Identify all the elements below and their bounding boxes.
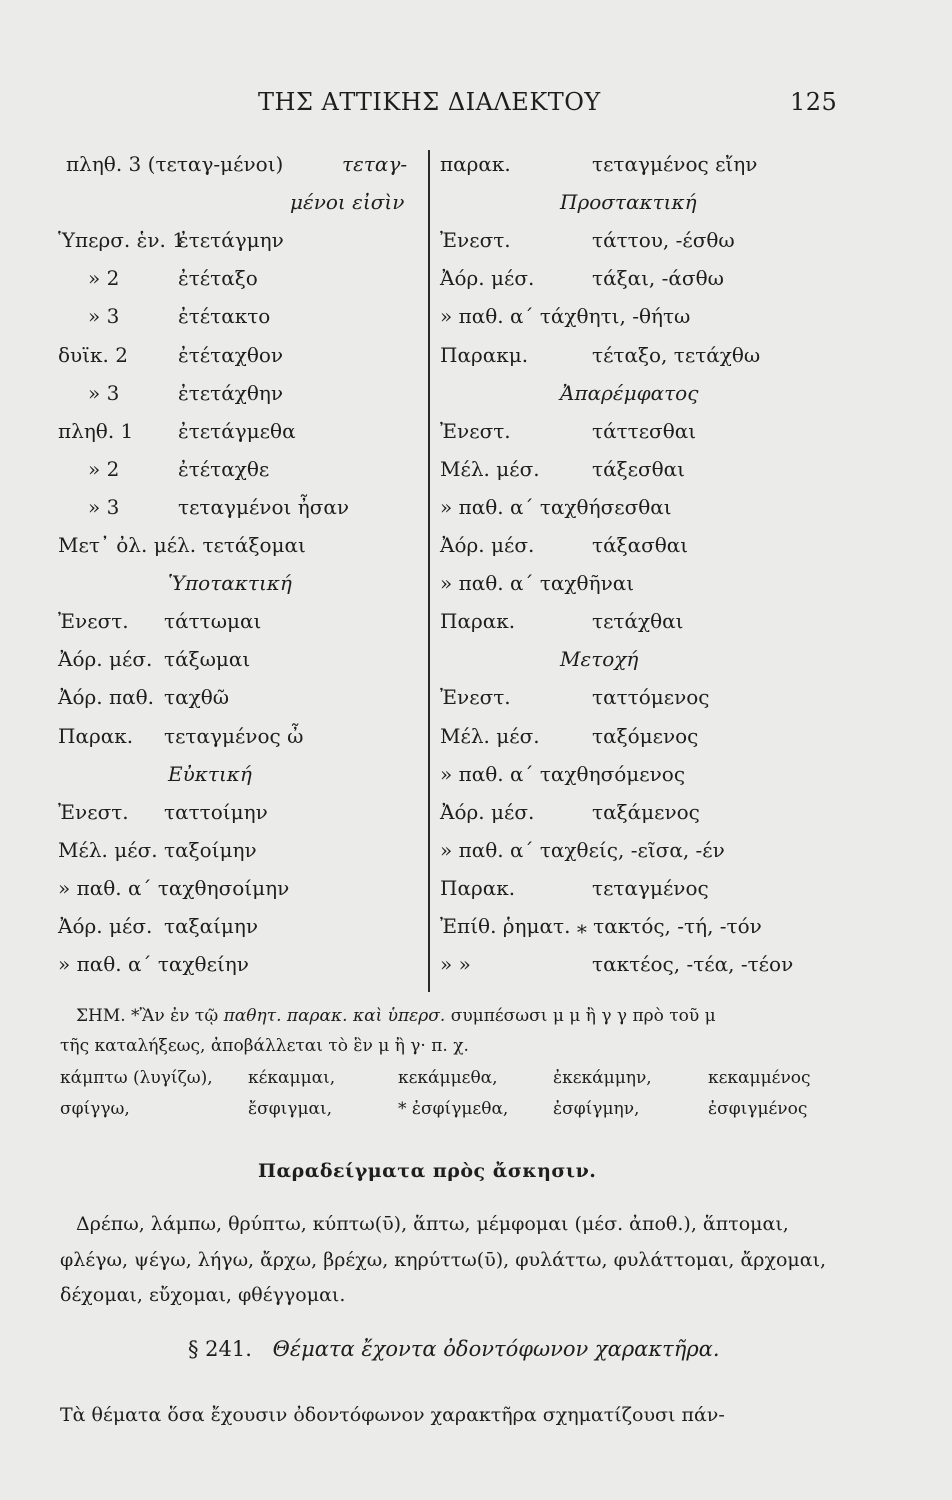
note-line-1 [76,1006,716,1026]
section-number: § 241. [188,1337,252,1361]
verb-form: τάττεσθαι [592,418,697,443]
paradigm-row [0,418,697,453]
form-label: Ἐπίθ. ῥηματ. ⁎ τακτός, -τή, -τόν [440,914,762,938]
section-title: Θέματα ἔχοντα ὀδοντόφωνον χαρακτῆρα. [272,1337,720,1361]
verb-form: τάξωμαι [164,647,251,672]
example-word: ἐσφίγμην, [553,1099,640,1119]
verb-form: τετάχθαι [592,609,684,634]
verb-form: ταξοίμην [164,837,257,862]
verb-form: ἐτετάγμην [178,228,284,253]
paradigm-row [0,914,762,948]
example-word: κεκάμμεθα, [398,1068,498,1088]
paradigm-row [0,799,700,834]
note-italic: παθητ. παρακ. καὶ ὑπερσ. [223,1006,446,1026]
form-label: Ἀόρ. παθ. [58,685,155,710]
verb-form: τάξεσθαι [592,456,685,481]
last-line: Τὰ θέματα ὅσα ἔχουσιν ὀδοντόφωνον χαρακτῆρα σχηματίζουσι πάν- [60,1404,725,1426]
form-label: » παθ. α΄ ταχθείην [58,952,249,977]
section-heading [188,1337,720,1361]
form-label: » παθ. α΄ ταχθησόμενος [440,761,686,786]
paradigm-row [0,533,689,567]
example-word: * ἐσφίγμεθα, [398,1099,509,1119]
note-start: ΣΗΜ. *Ἂν ἐν τῷ [76,1006,219,1026]
mood-heading: Ὑποτακτική [168,571,292,596]
verb-form: τάττου, -έσθω [592,228,735,253]
form-label: Μέλ. μέσ. [440,456,540,481]
verb-form: τάξασθαι [592,533,689,557]
mood-heading: Εὐκτική [168,761,252,786]
form-label: Ἐνεστ. [58,799,129,824]
paradigm-row [0,380,699,415]
form-label: Παρακ. [440,875,516,900]
form-label: Ἀόρ. μέσ. [440,533,535,557]
mood-heading: Ἀπαρέμφατος [560,380,699,405]
form-label: Ἐνεστ. [440,418,511,443]
form-label: » παθ. α΄ τάχθητι, -θήτω [440,304,691,329]
example-word: ἔσφιγμαι, [248,1099,333,1119]
form-label: Μέλ. μέσ. [58,837,158,862]
example-word: κάμπτω (λυγίζω), [60,1068,213,1088]
paradigm-row [0,685,710,719]
verb-form: ἐτέταχθον [178,342,284,367]
verb-form: ταττόμενος [592,685,710,710]
form-label: » 3 [88,380,120,405]
form-label: » παθ. α΄ ταχθησοίμην [58,875,290,900]
paradigm-row [0,875,709,910]
form-label: παρακ. [440,152,511,176]
example-word: κέκαμμαι, [248,1068,336,1088]
form-label: Παρακ. [440,609,516,634]
paradigm-row [0,609,684,643]
verb-form: ἐτέτακτο [178,304,271,329]
verb-form: ταξόμενος [592,723,699,748]
page-number: 125 [790,88,838,116]
paradigm-row [0,571,635,605]
form-label: πληθ. 3 (τεταγ-μένοι) [66,152,284,176]
form-label: » 2 [88,266,120,291]
form-label: Μετ᾽ ὀλ. μέλ. τετάξομαι [58,533,306,557]
form-label: Ἀόρ. μέσ. [58,914,153,938]
form-label: » παθ. α΄ ταχθείς, -εῖσα, -έν [440,837,725,862]
exercise-line-3: δέχομαι, εὔχομαι, φθέγγομαι. [60,1284,346,1306]
verb-form: ἐτετάγμεθα [178,418,296,443]
verb-form: τάττωμαι [164,609,262,634]
form-label: Μέλ. μέσ. [440,723,540,748]
verb-form: τάξαι, -άσθω [592,266,724,291]
example-word: ἐκεκάμμην, [553,1068,652,1088]
verb-form: ταξάμενος [592,799,700,824]
running-head: ΤΗΣ ΑΤΤΙΚΗΣ ΔΙΑΛΕΚΤΟΥ [258,88,601,116]
paradigm-row [0,342,761,377]
mood-heading: Μετοχή [560,647,639,672]
exercise-line-1: Δρέπω, λάμπω, θρύπτω, κύπτω(ῡ), ἅπτω, μέμφομαι (μέσ. ἀποθ.), ἅπτομαι, [76,1213,789,1235]
paradigm-row [0,723,699,758]
exercises-title: Παραδείγματα πρὸς ἄσκησιν. [258,1160,597,1182]
verb-form: ἐτέταξο [178,266,258,291]
verb-form: ἐτετάχθην [178,380,284,405]
verb-form: τεταγμένος ὦ [164,723,304,748]
note-end: συμπέσωσι μ μ ἢ γ γ πρὸ τοῦ μ [450,1006,716,1026]
form-label: Ἀόρ. μέσ. [440,799,535,824]
paradigm-row [0,190,697,224]
form-label: Ἀόρ. μέσ. [58,647,153,672]
example-word: σφίγγω, [60,1099,130,1119]
verb-form: τεταγ- [342,152,408,176]
mood-heading: Προστακτική [560,190,697,215]
form-label: » 3 [88,494,120,519]
verb-form: ἐτέταχθε [178,456,270,481]
verb-form: μένοι εἰσὶν [290,190,405,215]
form-label: πληθ. 1 [58,418,134,443]
form-label: Παρακμ. [440,342,529,367]
verb-form: τέταξο, τετάχθω [592,342,761,367]
form-label: Παρακ. [58,723,134,748]
verb-form: τεταγμένος εἴην [592,152,758,176]
form-label: Ἀόρ. μέσ. [440,266,535,291]
form-label: Ἐνεστ. [440,685,511,710]
form-label: Ἐνεστ. [58,609,129,634]
exercise-line-2: φλέγω, ψέγω, λήγω, ἄρχω, βρέχω, κηρύττω(ῡ), φυλάττω, φυλάττομαι, ἄρχομαι, [60,1249,827,1271]
verb-form: τεταγμένος [592,875,709,900]
form-label: Ὑπερσ. ἑν. 1 [58,228,185,253]
form-label: » 2 [88,456,120,481]
paradigm-row [0,152,758,186]
paradigm-row [0,837,725,872]
verb-form: ταξαίμην [164,914,259,938]
example-word: ἐσφιγμένος [708,1099,808,1119]
verb-form: τακτέος, -τέα, -τέον [592,952,794,977]
paradigm-row [0,456,685,491]
example-word: κεκαμμένος [708,1068,811,1088]
form-label: » » [440,952,471,977]
paradigm-row [0,494,672,529]
verb-form: ταχθῶ [164,685,230,710]
paradigm-row [0,266,724,300]
verb-form: τεταγμένοι ἦσαν [178,494,350,519]
paradigm-row [0,952,794,986]
form-label: δυϊκ. 2 [58,342,128,367]
paradigm-row [0,647,639,681]
form-label: » 3 [88,304,120,329]
form-label: » παθ. α΄ ταχθήσεσθαι [440,494,672,519]
form-label: » παθ. α΄ ταχθῆναι [440,571,635,596]
form-label: Ἐνεστ. [440,228,511,253]
paradigm-row [0,228,735,262]
paradigm-row [0,304,691,338]
paradigm-row [0,761,686,796]
note-line-2: τῆς καταλήξεως, ἀποβάλλεται τὸ ἓν μ ἢ γ· π. χ. [60,1036,469,1056]
verb-form: ταττοίμην [164,799,268,824]
